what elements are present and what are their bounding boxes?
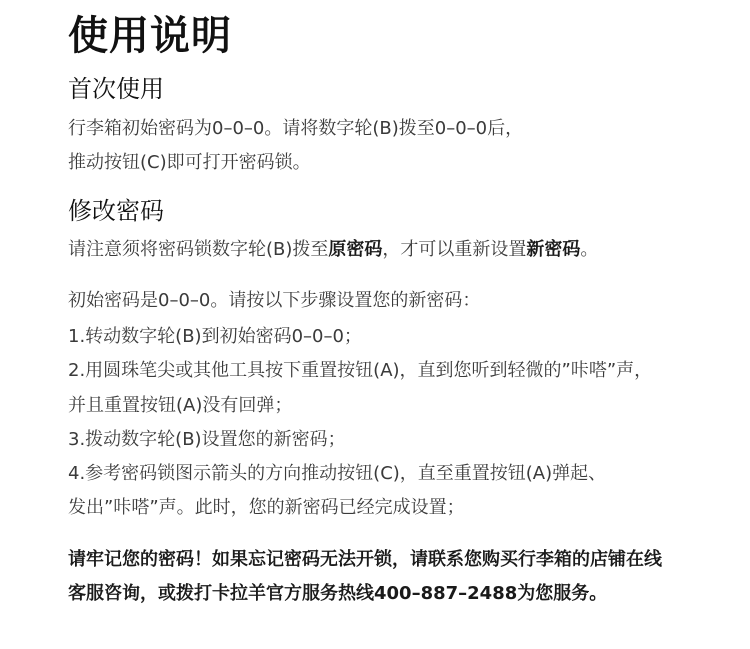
notice-line: 客服咨询，或拨打卡拉羊官方服务热线400–887–2488为您服务。	[68, 583, 608, 604]
step-line: 2.用圆珠笔尖或其他工具按下重置按钮(A)，直到您听到轻微的”咔嗒”声，	[68, 360, 653, 381]
step-line: 并且重置按钮(A)没有回弹；	[68, 395, 293, 416]
step-line: 初始密码是0–0–0。请按以下步骤设置您的新密码：	[68, 290, 481, 311]
change-code-intro	[68, 237, 598, 263]
new-code-emphasis: 新密码	[526, 239, 581, 260]
first-use-line: 行李箱初始密码为0–0–0。请将数字轮(B)拨至0–0–0后，	[68, 118, 524, 139]
page-title: 使用说明	[68, 13, 232, 59]
first-use-heading: 首次使用	[68, 75, 164, 103]
intro-text: 。	[580, 239, 599, 260]
intro-text: ，才可以重新设置	[382, 239, 527, 260]
notice-line: 请牢记您的密码！如果忘记密码无法开锁，请联系您购买行李箱的店铺在线	[68, 549, 662, 570]
change-code-heading: 修改密码	[68, 197, 164, 225]
step-line: 发出”咔嗒”声。此时，您的新密码已经完成设置；	[68, 497, 465, 518]
original-code-emphasis: 原密码	[328, 239, 383, 260]
step-line: 1.转动数字轮(B)到初始密码0–0–0；	[68, 326, 362, 347]
first-use-line: 推动按钮(C)即可打开密码锁。	[68, 152, 311, 173]
step-line: 4.参考密码锁图示箭头的方向推动按钮(C)，直至重置按钮(A)弹起、	[68, 463, 607, 484]
step-line: 3.拨动数字轮(B)设置您的新密码；	[68, 429, 346, 450]
intro-text: 请注意须将密码锁数字轮(B)拨至	[68, 239, 329, 260]
